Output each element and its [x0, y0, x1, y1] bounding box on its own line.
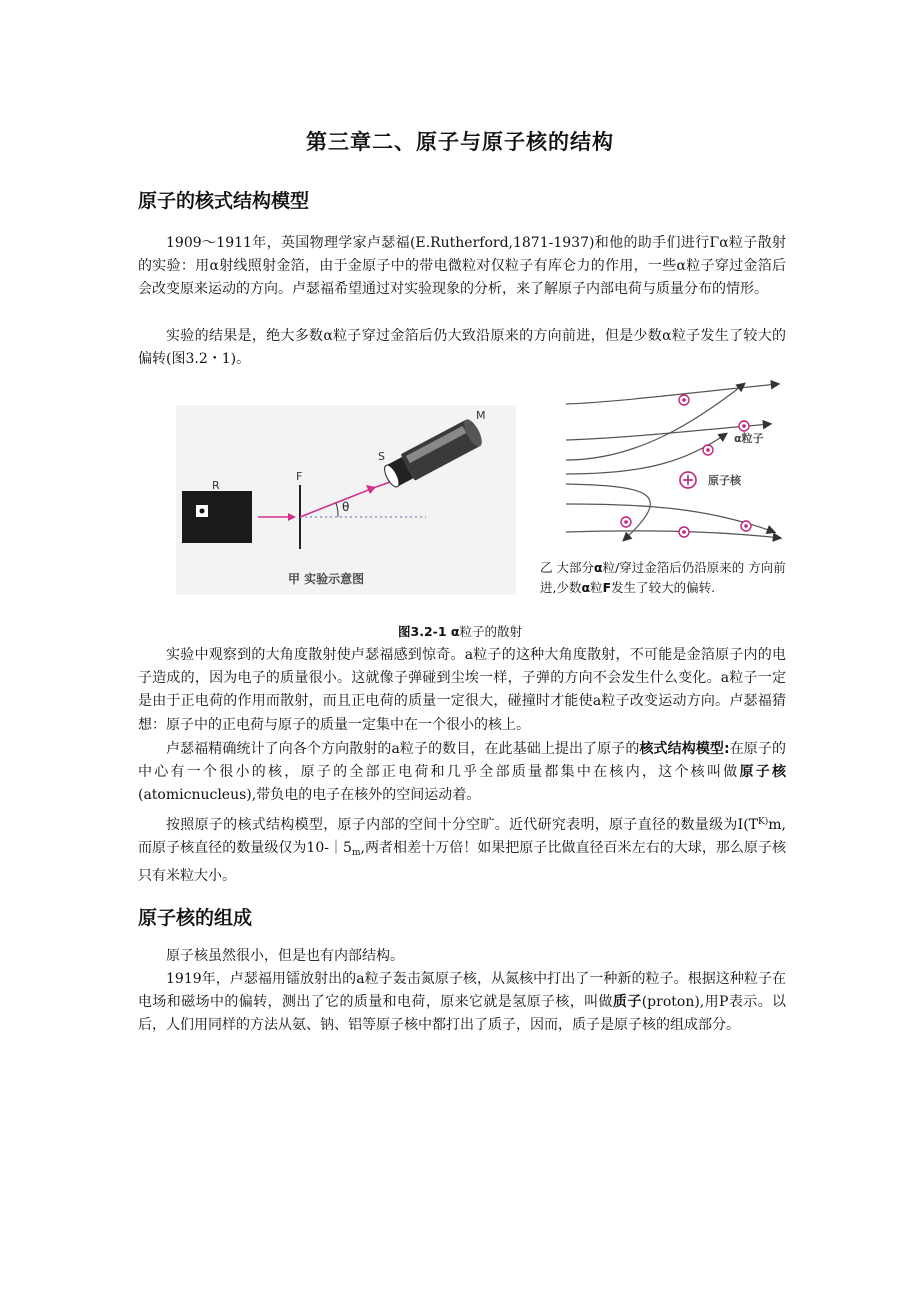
section-heading-nuclear-model: 原子的核式结构模型 [138, 190, 310, 212]
right-diagram-caption: 乙 大部分α粒/穿过金箔后仍沿原来的 方向前进,少数α粒F发生了较大的偏转. [540, 560, 786, 595]
left-diagram-caption: 甲 实验示意图 [288, 572, 365, 586]
label-alpha-particle: α粒子 [734, 432, 764, 445]
figure-caption: 图3.2-1 α粒子的散射 [398, 624, 522, 639]
label-s: S [378, 450, 385, 463]
experiment-diagram [176, 405, 516, 595]
label-f: F [296, 470, 303, 483]
paragraph-scale: 按照原子的核式结构模型，原子内部的空间十分空旷。近代研究表明，原子直径的数量级为$I(T^{K)}m$,而原子核直径的数量级仅为$10-|5_m$,两者相差十万倍！如果把原子比做直径百米左右的大球，那么原子核只有米粒大小。 [138, 817, 787, 885]
paragraph-structure: 原子核虽然很小，但是也有内部结构。 [166, 948, 404, 964]
paragraph-proton: 1919年，卢瑟福用镭放射出的a粒子轰击氮原子核，从氮核中打出了一种新的粒子。根据这种粒子在电场和磁场中的偏转，测出了它的质量和电荷，原来它就是氢原子核，叫做质子(proton),用P表示。以后，人们用同样的方法从氨、钠、铝等原子核中都打出了质子，因而，质子是原子核的组成部分。 [138, 971, 787, 1034]
paragraph-surprise: 实验中观察到的大角度散射使卢瑟福感到惊奇。a粒子的这种大角度散射，不可能是金箔原子内的电子造成的，因为电子的质量很小。这就像子弹碰到尘埃一样，子弹的方向不会发生什么变化。a粒子一定是由于正电荷的作用而散射，而且正电荷的质量一定很大，碰撞时才能使a粒子改变运动方向。卢瑟福猜想：原子中的正电荷与原子的质量一定集中在一个很小的核上。 [138, 647, 786, 733]
page-title: 第三章二、原子与原子核的结构 [306, 130, 614, 154]
paragraph-experiment: 1909～1911年，英国物理学家卢瑟福(E.Rutherford,1871-1937)和他的助手们进行Γα粒子散射的实验：用α射线照射金箔，由于金原子中的带电微粒对仅粒子有库仑力的作用，一些α粒子穿过金箔后会改变原来运动的方向。卢瑟福希望通过对实验现象的分析，来了解原子内部电荷与质量分布的情形。 [138, 235, 786, 298]
label-theta: θ [342, 500, 350, 514]
label-m: M [476, 409, 486, 422]
paragraph-result: 实验的结果是，绝大多数α粒子穿过金箔后仍大致沿原来的方向前进，但是少数α粒子发生了较大的偏转(图3.2・1)。 [138, 328, 786, 368]
label-r: R [212, 479, 220, 492]
scattering-diagram [558, 380, 788, 550]
paragraph-model: 卢瑟福精确统计了向各个方向散射的a粒子的数目，在此基础上提出了原子的核式结构模型:在原子的中心有一个很小的核，原子的全部正电荷和几乎全部质量都集中在核内，这个核叫做原子核(atomicnucleus),带负电的电子在核外的空间运动着。 [138, 741, 787, 804]
label-nucleus: 原子核 [708, 474, 741, 487]
section-heading-nucleus-composition: 原子核的组成 [138, 907, 253, 929]
